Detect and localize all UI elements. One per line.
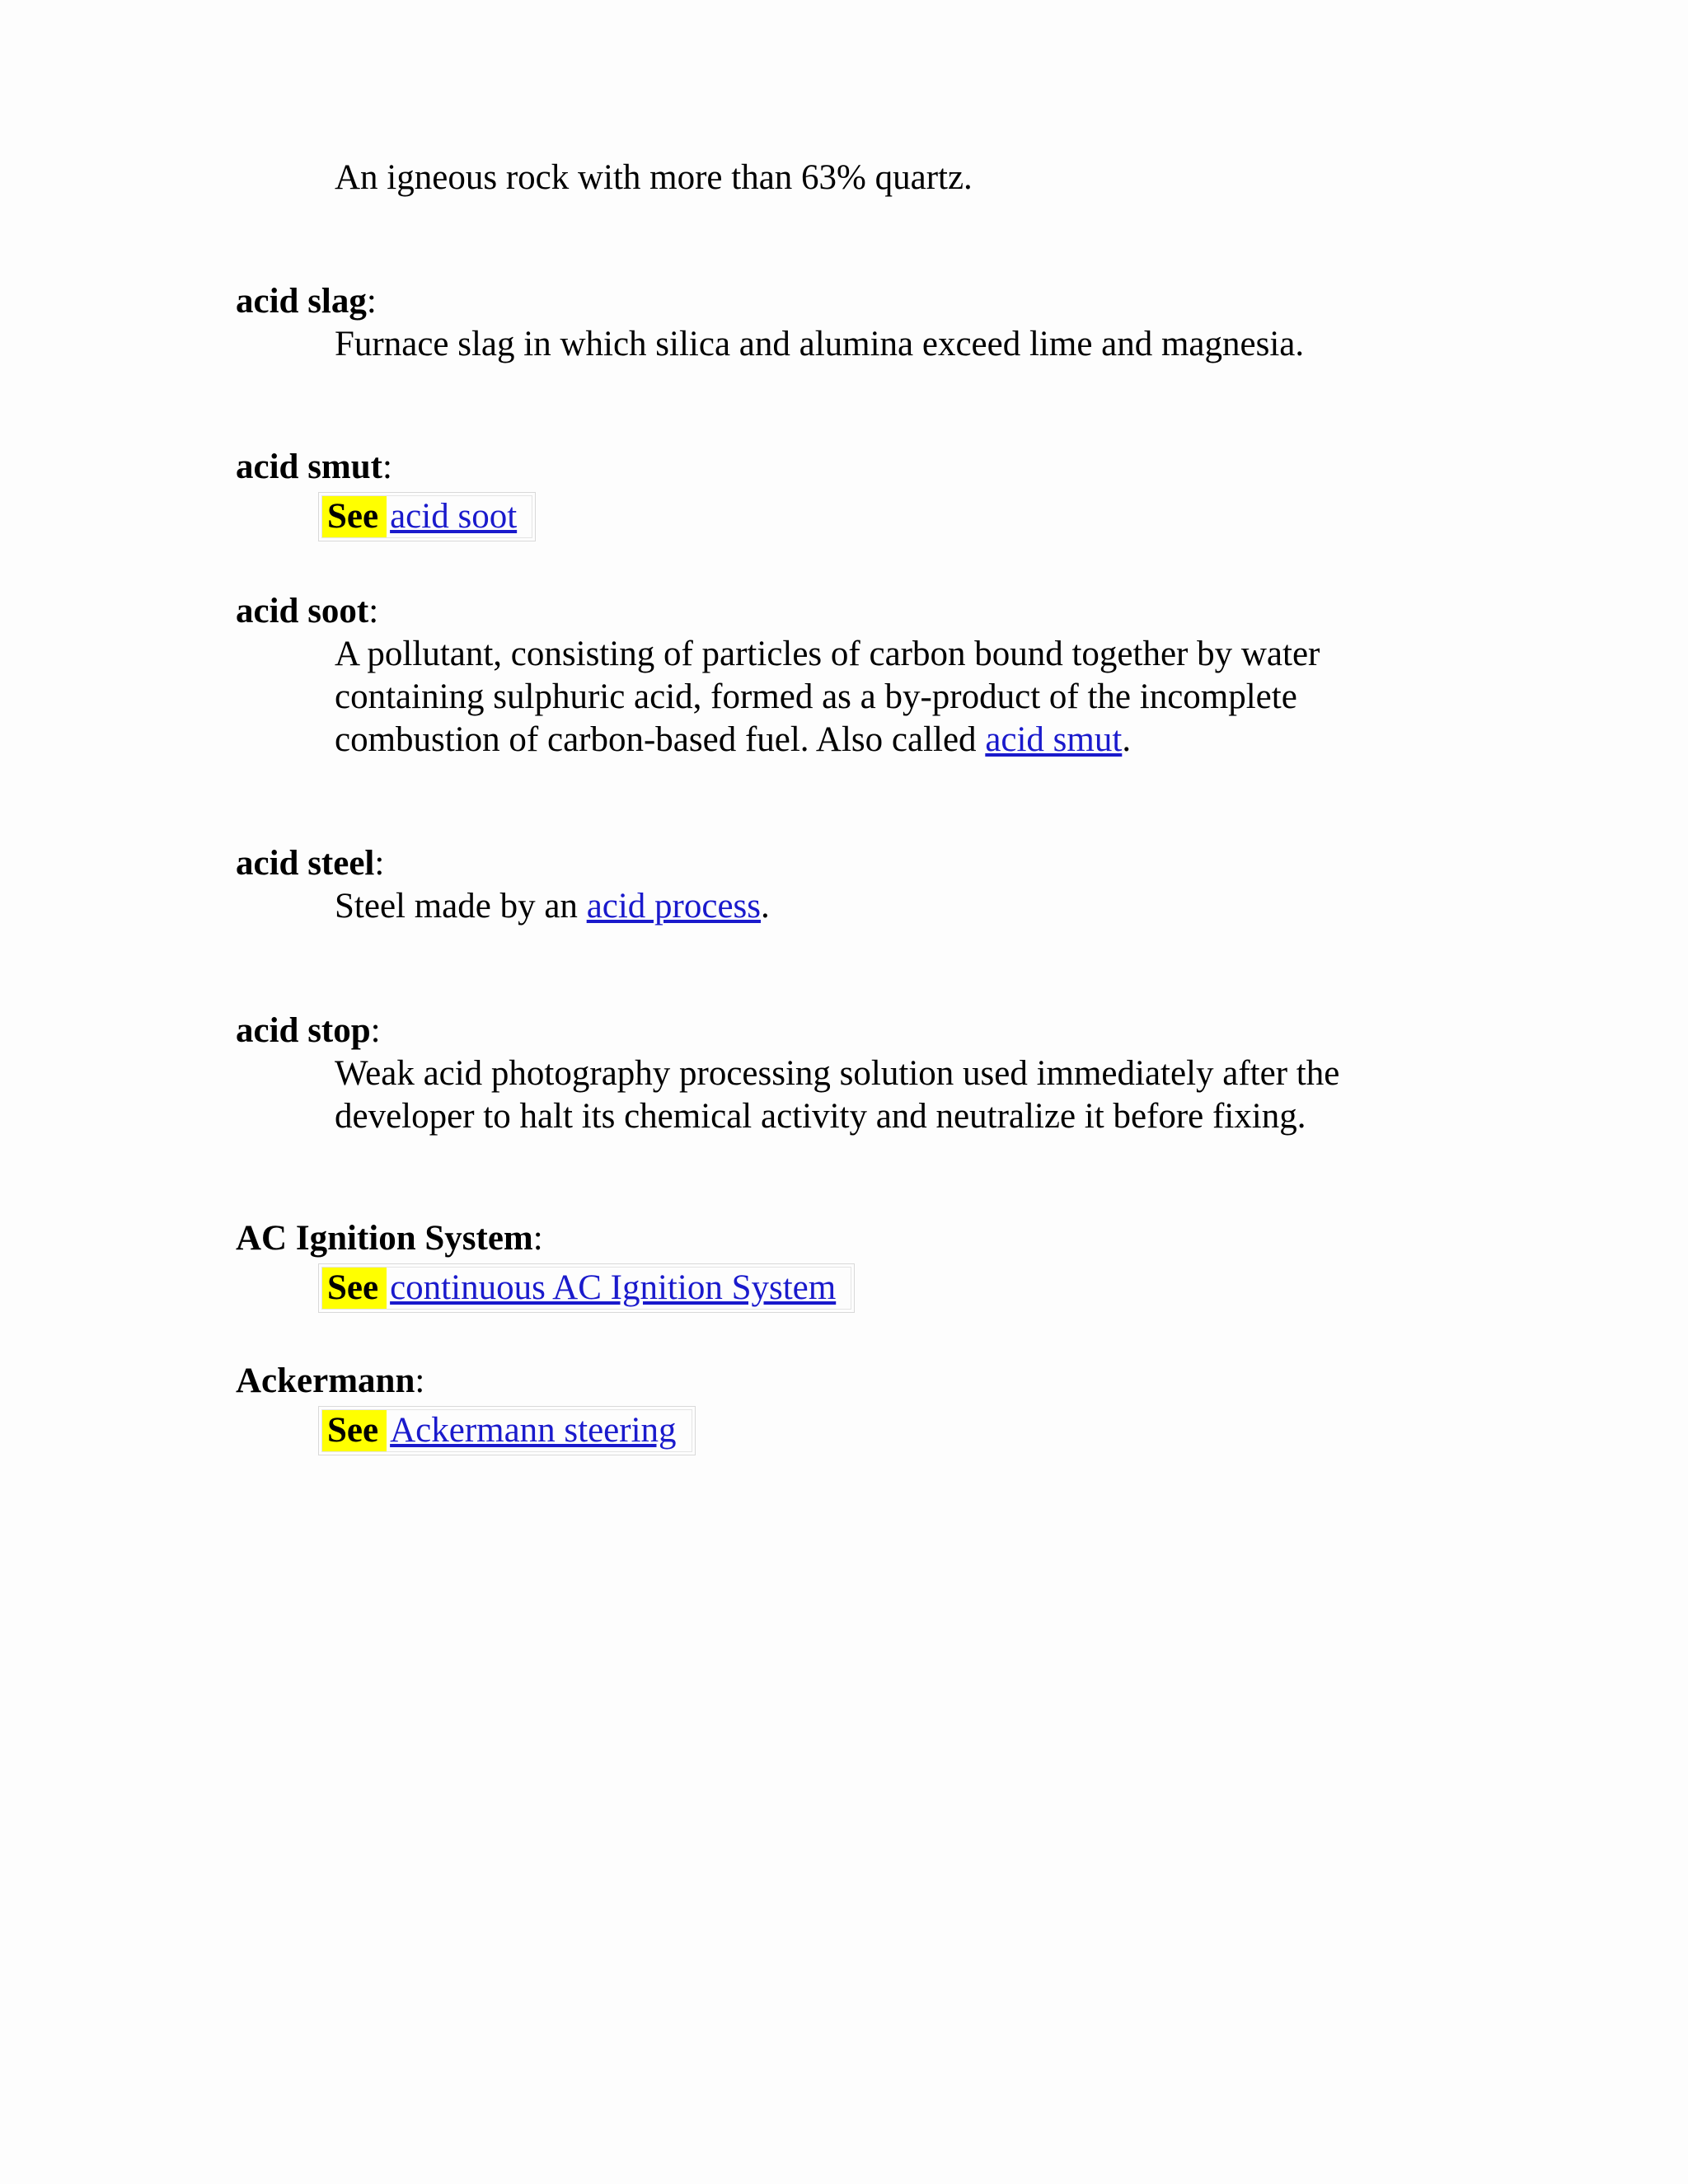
glossary-entry-acid-stop — [236, 1010, 1456, 1138]
term-colon: : — [370, 1011, 381, 1050]
see-link-ackermann-steering[interactable]: Ackermann steering — [390, 1411, 677, 1450]
glossary-entry-acid-smut — [236, 446, 1456, 541]
definition-text: A pollutant, consisting of particles of carbon bound together by water containing sulphuric acid, formed as a by-product of the incomplete combustion of carbon-based fuel. Also called — [335, 635, 1320, 759]
entry-term-line — [236, 1360, 1456, 1403]
definition-text-end: . — [1122, 720, 1132, 759]
entry-term: Ackermann — [236, 1361, 415, 1400]
glossary-entry-acid-steel — [236, 842, 1456, 928]
glossary-entry — [236, 157, 1456, 199]
entry-term-line — [236, 280, 1456, 323]
entry-term: acid smut — [236, 448, 382, 486]
see-label: See — [322, 1410, 387, 1451]
definition-text-end: . — [761, 887, 770, 926]
see-reference-inner — [321, 1409, 692, 1452]
entry-definition: Weak acid photography processing solution used immediately after the developer to halt its chemical activity and neutralize it before fixing. — [335, 1054, 1340, 1136]
entry-definition: Furnace slag in which silica and alumina exceed lime and magnesia. — [335, 325, 1305, 363]
entry-definition — [335, 885, 1456, 928]
entry-term: acid slag — [236, 282, 367, 321]
entry-term-line — [236, 1010, 1456, 1052]
entry-term-line — [236, 590, 1456, 633]
see-reference-box — [318, 1263, 855, 1313]
glossary-entry-acid-soot — [236, 590, 1456, 762]
glossary-entry-ackermann — [236, 1360, 1456, 1455]
entry-term: acid soot — [236, 592, 369, 630]
term-colon: : — [366, 282, 377, 321]
entry-term-line — [236, 1217, 1456, 1260]
entry-definition — [335, 633, 1456, 762]
see-link-continuous-ac-ignition-system[interactable]: continuous AC Ignition System — [390, 1268, 837, 1307]
definition-link-acid-process[interactable]: acid process — [586, 887, 762, 926]
glossary-entry-acid-slag — [236, 280, 1456, 366]
see-reference-inner — [321, 495, 532, 538]
see-link-acid-soot[interactable]: acid soot — [390, 497, 518, 536]
see-label: See — [322, 1268, 387, 1309]
term-colon: : — [382, 448, 392, 486]
term-colon: : — [532, 1219, 543, 1258]
entry-term-line — [236, 446, 1456, 489]
entry-definition: An igneous rock with more than 63% quartz. — [335, 158, 973, 197]
see-reference-inner — [321, 1267, 851, 1310]
glossary-entry-ac-ignition-system — [236, 1217, 1456, 1313]
term-colon: : — [374, 844, 385, 883]
entry-term-line — [236, 842, 1456, 885]
see-label: See — [322, 496, 387, 537]
definition-link-acid-smut[interactable]: acid smut — [985, 720, 1123, 759]
entry-term: acid stop — [236, 1011, 371, 1050]
definition-text: Steel made by an — [335, 887, 587, 926]
entry-term: acid steel — [236, 844, 375, 883]
term-colon: : — [415, 1361, 425, 1400]
see-reference-box — [318, 1406, 696, 1455]
entry-term: AC Ignition System — [236, 1219, 533, 1258]
see-reference-box — [318, 492, 536, 541]
term-colon: : — [368, 592, 379, 630]
